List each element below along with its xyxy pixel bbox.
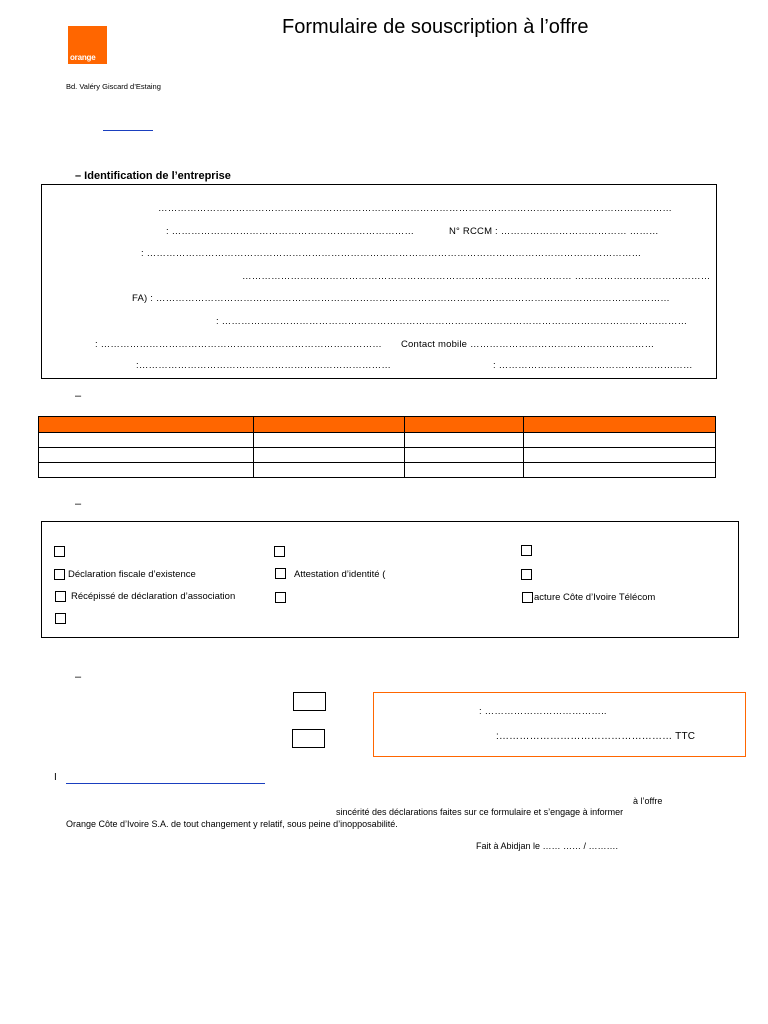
id-line-other-left[interactable]: :…………………………………………………………………… <box>136 360 392 371</box>
section3-dash: – <box>75 498 82 510</box>
orange-logo <box>68 26 107 64</box>
footer-place-date[interactable]: Fait à Abidjan le …… …… / ………. <box>476 841 619 851</box>
section-identification-heading: – Identification de l’entreprise <box>75 170 231 182</box>
id-line-contact[interactable]: : …………………………………………………………………………… <box>95 339 382 350</box>
checkbox-doc-10[interactable] <box>55 613 66 624</box>
label-recepisse: Récépissé de déclaration d’association <box>71 591 236 602</box>
pricing-line-1[interactable]: : ……………………………….. <box>479 706 607 717</box>
checkbox-doc-1[interactable] <box>54 546 65 557</box>
id-line-email[interactable]: : ……………………………………………………………………………………………………………………………… <box>216 316 688 327</box>
id-line-rccm[interactable]: N° RCCM : ………………………………… ……… <box>449 226 659 237</box>
page-title: Formulaire de souscription à l’offre <box>282 16 589 38</box>
checkbox-doc-2[interactable] <box>274 546 285 557</box>
section4-dash: – <box>75 671 82 683</box>
company-address: Bd. Valéry Giscard d’Estaing <box>66 82 161 91</box>
option-box-1[interactable] <box>293 692 326 711</box>
checkbox-recepisse[interactable] <box>55 591 66 602</box>
id-line-other-right[interactable]: : …………………………………………………… <box>493 360 693 371</box>
footer-marker: I <box>54 772 57 783</box>
label-declaration-fiscale: Déclaration fiscale d’existence <box>68 569 196 580</box>
label-attestation-identite: Attestation d’identité ( <box>294 569 386 580</box>
logo-text: orange <box>70 53 96 62</box>
footer-declaration: sincérité des déclarations faites sur ce formulaire et s’engage à informer <box>336 807 624 817</box>
id-line-location[interactable]: ………………………………………………………………………………………… …………………………………… <box>242 271 711 282</box>
footer-offer: à l’offre <box>633 796 663 806</box>
option-box-2[interactable] <box>292 729 325 748</box>
table-row[interactable] <box>39 448 716 463</box>
id-line-company-name[interactable]: …………………………………………………………………………………………………………………………………………… <box>158 203 673 214</box>
checkbox-doc-3[interactable] <box>521 545 532 556</box>
id-line-fax[interactable]: FA) : …………………………………………………………………………………………………………………………………………… <box>132 293 670 304</box>
table-row[interactable] <box>39 433 716 448</box>
id-line-field[interactable]: : ………………………………………………………………… <box>166 226 415 237</box>
label-facture: acture Côte d’Ivoire Télécom <box>534 592 656 603</box>
blue-underline-link[interactable] <box>103 130 153 131</box>
id-line-address[interactable]: : ……………………………………………………………………………………………………………………………………… <box>141 248 642 259</box>
subscription-table <box>38 416 716 478</box>
checkbox-facture[interactable] <box>522 592 533 603</box>
section2-dash: – <box>75 390 82 402</box>
pricing-line-ttc[interactable]: :…………………………………………… TTC <box>496 731 696 742</box>
checkbox-doc-8[interactable] <box>275 592 286 603</box>
table-header-row <box>39 417 716 433</box>
checkbox-doc-6[interactable] <box>521 569 532 580</box>
pricing-box <box>373 692 746 757</box>
checkbox-declaration-fiscale[interactable] <box>54 569 65 580</box>
checkbox-attestation-identite[interactable] <box>275 568 286 579</box>
signature-underline[interactable] <box>66 783 265 784</box>
table-row[interactable] <box>39 463 716 478</box>
id-line-contact-mobile[interactable]: Contact mobile ………………………………………………… <box>401 339 655 350</box>
footer-orange-line: Orange Côte d’Ivoire S.A. de tout changement y relatif, sous peine d’inopposabilité. <box>66 819 398 829</box>
